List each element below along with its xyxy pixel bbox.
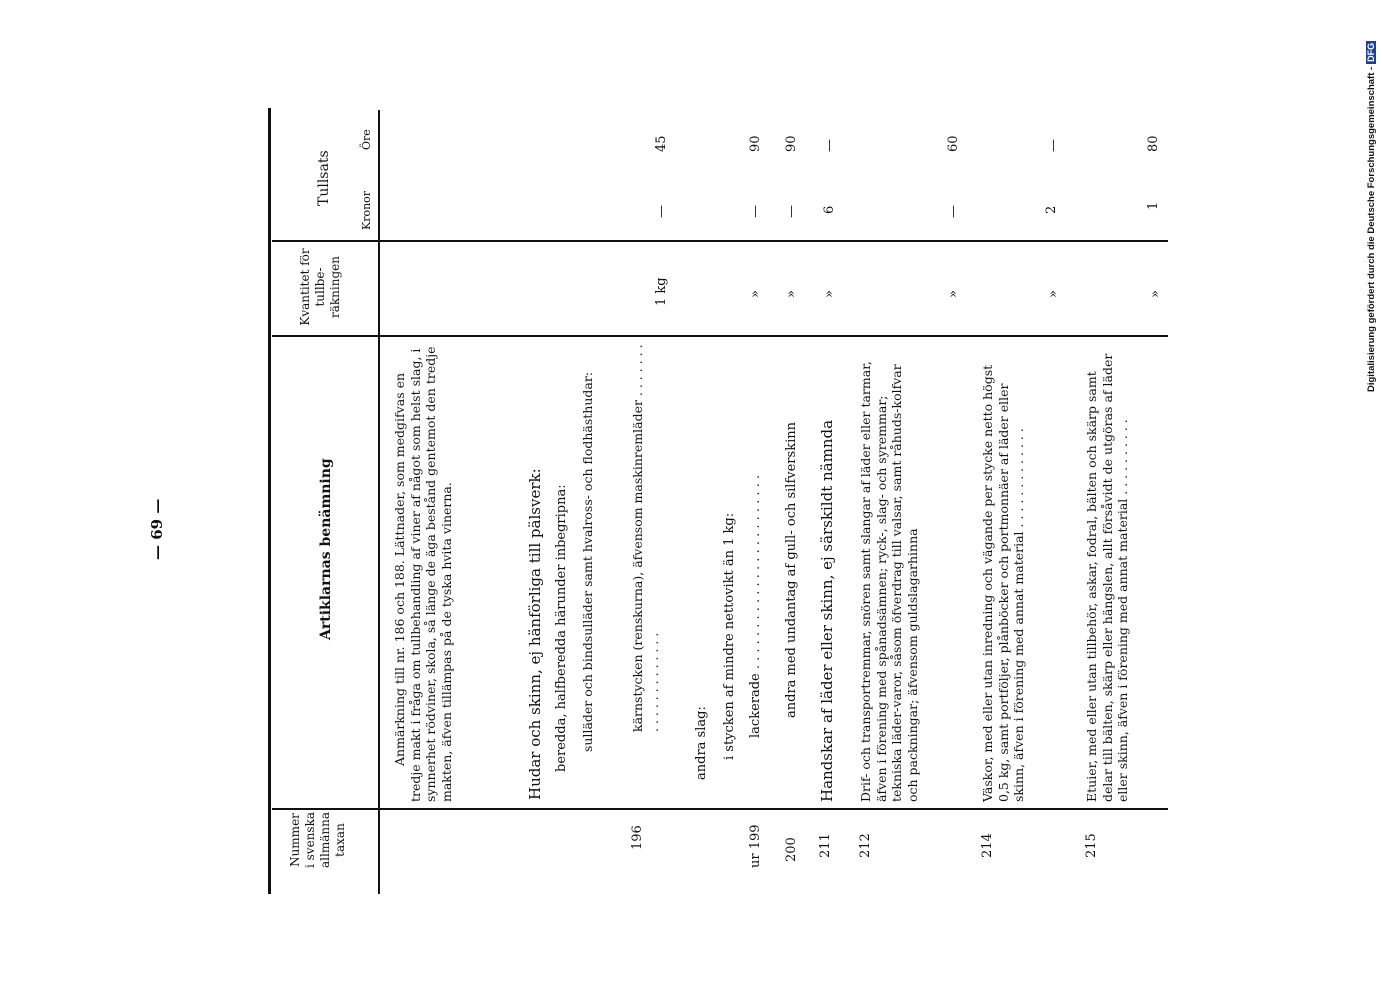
row-quantity: » xyxy=(822,290,837,298)
row-quantity: 1 kg xyxy=(654,277,669,306)
row-quantity: » xyxy=(784,290,799,298)
row-number: 214 xyxy=(980,833,995,858)
row-quantity: » xyxy=(1148,290,1163,298)
row-quantity: » xyxy=(748,290,763,298)
row-kronor: — xyxy=(748,205,763,218)
row-ore: 45 xyxy=(654,135,669,152)
row-number: 196 xyxy=(630,825,645,850)
row-number: 211 xyxy=(818,833,833,858)
row-kronor: 2 xyxy=(1044,205,1059,214)
header-rate: Tullsats xyxy=(316,150,332,206)
col-rule-article xyxy=(272,335,1168,337)
header-number: Nummer i svenska allmänna taxan xyxy=(288,811,347,868)
header-kronor: Kronor xyxy=(360,190,373,230)
row-quantity: » xyxy=(946,290,961,298)
row-quantity: » xyxy=(1046,290,1061,298)
row-description: Handskar af läder eller skinn, ej särskildt nämnda xyxy=(818,419,836,802)
row-kronor: — xyxy=(946,205,961,218)
header-ore: Öre xyxy=(360,129,373,150)
row-ore: 90 xyxy=(748,135,763,152)
table-top-rule xyxy=(268,108,271,894)
row-description: lackerade . . . . . . . . . . . . . . . . . . . . . . . . xyxy=(748,474,763,738)
row-ore: 80 xyxy=(1146,135,1161,152)
row-ore: — xyxy=(1046,139,1061,152)
row-kronor: 6 xyxy=(822,205,837,214)
digitization-watermark xyxy=(1366,41,1377,392)
row-number: 200 xyxy=(784,837,799,862)
list-item-stycken: i stycken af mindre nettovikt än 1 kg: xyxy=(722,512,737,760)
header-quantity: Kvantitet för tullbe-räkningen xyxy=(298,248,342,326)
list-item-andra-slag: andra slag: xyxy=(694,706,709,780)
row-kronor: — xyxy=(654,205,669,218)
col-rule-quantity xyxy=(272,240,1168,242)
row-number: 212 xyxy=(858,833,873,858)
row-description: kärnstycken (renskurna), äfvensom maskinremläder . . . . . . . . . . . . . . . . . . . . xyxy=(630,344,661,732)
row-number: ur 199 xyxy=(748,824,763,868)
row-ore: 60 xyxy=(946,135,961,152)
note-paragraph: Anmärkning till nr. 186 och 188. Lättnader, som medgifvas en tredje makt i fråga om tullbehandling af viner af något som helst slag, i synnerhet rödviner, skola, så länge de äga bestånd gentemot den tredje makten, äfven tillämpas på de tyska hvita vinerna. xyxy=(392,346,454,802)
header-article: Artiklarnas benämning xyxy=(318,458,334,640)
row-ore: — xyxy=(822,139,837,152)
row-description: Väskor, med eller utan inredning och vägande per stycke netto högst 0,5 kg, samt portföljer, plånböcker och portmonnäer af läder eller skinn, äfven i förening med annat material . . . . . . . . . . . . . xyxy=(980,364,1027,802)
watermark-text: Digitalisierung gefördert durch die Deutsche Forschungsgemeinschaft - xyxy=(1366,66,1377,392)
subheading-sullader: sulläder och bindsulläder samt hvalross- och flodhästhudar: xyxy=(580,371,595,752)
section-heading-hudar: Hudar och skinn, ej hänförliga till pälsverk: xyxy=(526,468,544,800)
col-rule-number xyxy=(272,808,1168,810)
row-description: andra med undantag af gull- och silfverskinn xyxy=(784,422,799,718)
header-bottom-rule xyxy=(378,110,380,894)
row-number: 215 xyxy=(1084,833,1099,858)
row-ore: 90 xyxy=(784,135,799,152)
row-description: Etuier, med eller utan tillbehör, askar, fodral, bälten och skärp samt delar till bälten, skärp eller hängslen, allt försåvidt de utgöras af läder eller skinn, äfven i förening med annat material . . . . . . . . . . xyxy=(1084,353,1131,802)
dfg-logo: DFG xyxy=(1366,42,1376,62)
row-kronor: 1 xyxy=(1146,201,1161,210)
page-number: — 69 — xyxy=(148,498,166,560)
subheading-beredda: beredda, halfberedda härunder inbegripna: xyxy=(554,484,569,772)
row-description: Drif- och transportremmar, snören samt slangar af läder eller tarmar, äfven i förening med spånadsämnen; ryck-, slag- och syremmar; tekniska läder-varor, såsom öfverdrag till valsar, samt råhuds-kolfvar och packningar; äfvensom guldslagarhinna xyxy=(858,361,920,802)
row-kronor: — xyxy=(784,205,799,218)
